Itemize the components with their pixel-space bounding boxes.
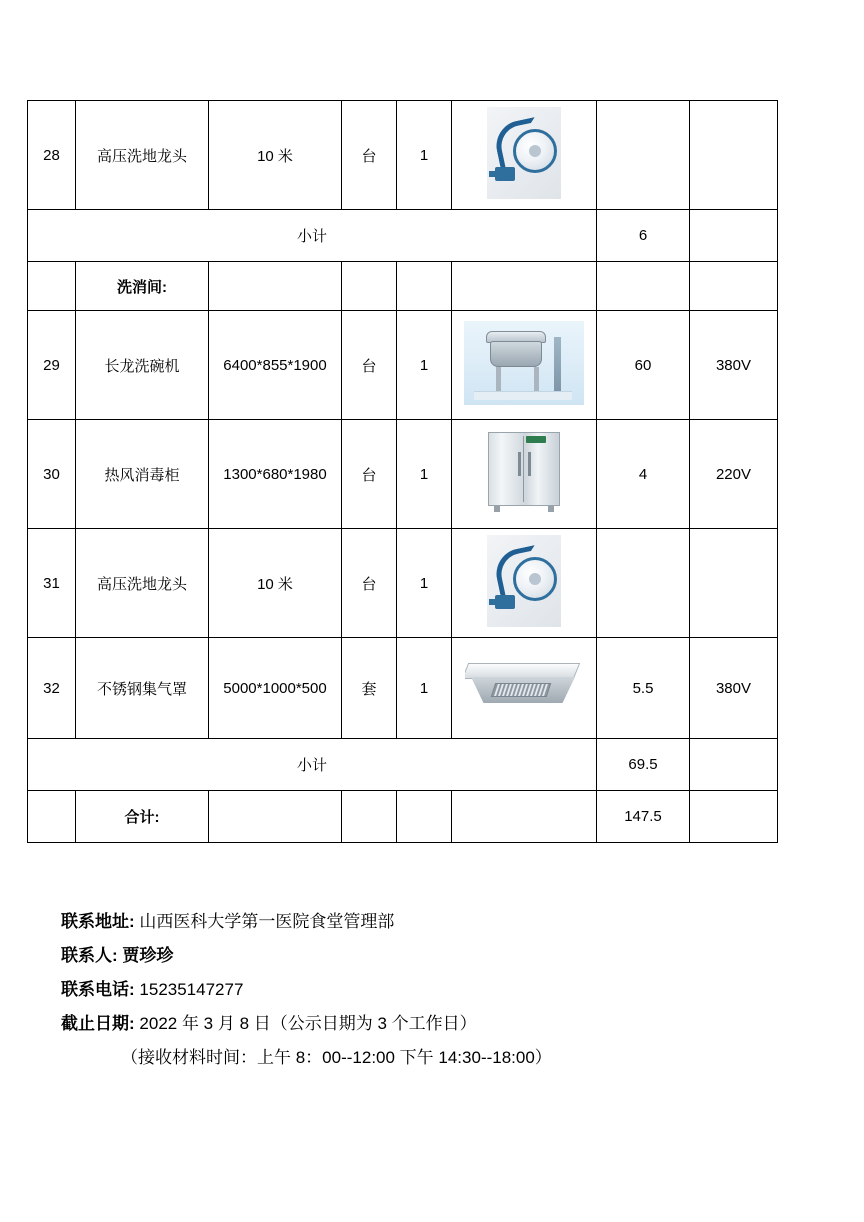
total-spec [209, 791, 342, 843]
total-voltage [690, 791, 778, 843]
cell-qty: 1 [397, 638, 452, 739]
section-spec [209, 262, 342, 311]
cell-image [452, 420, 597, 529]
cell-unit: 套 [342, 638, 397, 739]
contact-person-value: 贾珍珍 [122, 946, 174, 965]
cell-voltage [690, 101, 778, 210]
cell-qty: 1 [397, 101, 452, 210]
section-no [28, 262, 76, 311]
cell-unit: 台 [342, 529, 397, 638]
table-row-section [28, 262, 778, 311]
contact-receive-time-value: （接收材料时间：上午 8：00--12:00 下午 14:30--18:00） [121, 1048, 552, 1067]
total-qty [397, 791, 452, 843]
contact-person-label: 联系人: [61, 946, 118, 965]
hose-reel-icon [487, 535, 561, 627]
subtotal-label: 小计 [28, 739, 597, 791]
section-unit [342, 262, 397, 311]
cell-no: 29 [28, 311, 76, 420]
cell-qty: 1 [397, 420, 452, 529]
subtotal-voltage [690, 739, 778, 791]
cell-power: 60 [597, 311, 690, 420]
contact-address-value: 山西医科大学第一医院食堂管理部 [139, 912, 395, 931]
subtotal-label: 小计 [28, 210, 597, 262]
cell-no: 31 [28, 529, 76, 638]
contact-receive-time-line [27, 1041, 827, 1075]
contact-phone-label: 联系电话: [61, 980, 135, 999]
table-row [28, 101, 778, 210]
cell-power [597, 529, 690, 638]
subtotal-power: 69.5 [597, 739, 690, 791]
cell-power [597, 101, 690, 210]
cell-image [452, 311, 597, 420]
cell-name: 长龙洗碗机 [76, 311, 209, 420]
dishwasher-icon [464, 321, 584, 405]
cell-unit: 台 [342, 311, 397, 420]
table-row-subtotal [28, 739, 778, 791]
subtotal-voltage [690, 210, 778, 262]
contact-block [27, 905, 827, 1075]
section-qty [397, 262, 452, 311]
cell-spec: 5000*1000*500 [209, 638, 342, 739]
table-row [28, 420, 778, 529]
cell-voltage: 380V [690, 638, 778, 739]
cell-no: 28 [28, 101, 76, 210]
contact-phone-line [27, 973, 827, 1007]
cell-spec: 10 米 [209, 529, 342, 638]
cell-image [452, 101, 597, 210]
cell-power: 5.5 [597, 638, 690, 739]
table-row-subtotal [28, 210, 778, 262]
table-row [28, 311, 778, 420]
total-no [28, 791, 76, 843]
cell-no: 32 [28, 638, 76, 739]
table-row [28, 638, 778, 739]
contact-address-label: 联系地址: [61, 912, 135, 931]
table-row-total [28, 791, 778, 843]
cell-image [452, 638, 597, 739]
cell-no: 30 [28, 420, 76, 529]
equipment-table [27, 100, 778, 843]
subtotal-power: 6 [597, 210, 690, 262]
cell-image [452, 529, 597, 638]
contact-deadline-value: 2022 年 3 月 8 日（公示日期为 3 个工作日） [139, 1014, 477, 1033]
cell-qty: 1 [397, 529, 452, 638]
section-label: 洗消间: [76, 262, 209, 311]
total-unit [342, 791, 397, 843]
section-image [452, 262, 597, 311]
cell-power: 4 [597, 420, 690, 529]
section-power [597, 262, 690, 311]
exhaust-hood-icon [465, 657, 583, 715]
total-image [452, 791, 597, 843]
cell-spec: 10 米 [209, 101, 342, 210]
total-label: 合计: [76, 791, 209, 843]
cell-voltage [690, 529, 778, 638]
disinfection-cabinet-icon [478, 426, 570, 518]
table-row [28, 529, 778, 638]
cell-name: 不锈钢集气罩 [76, 638, 209, 739]
cell-qty: 1 [397, 311, 452, 420]
hose-reel-icon [487, 107, 561, 199]
cell-name: 高压洗地龙头 [76, 529, 209, 638]
total-power: 147.5 [597, 791, 690, 843]
section-voltage [690, 262, 778, 311]
contact-deadline-line [27, 1007, 827, 1041]
contact-person-line [27, 939, 827, 973]
cell-name: 热风消毒柜 [76, 420, 209, 529]
cell-voltage: 220V [690, 420, 778, 529]
cell-name: 高压洗地龙头 [76, 101, 209, 210]
cell-unit: 台 [342, 101, 397, 210]
cell-spec: 1300*680*1980 [209, 420, 342, 529]
cell-spec: 6400*855*1900 [209, 311, 342, 420]
contact-address-line [27, 905, 827, 939]
cell-unit: 台 [342, 420, 397, 529]
cell-voltage: 380V [690, 311, 778, 420]
contact-phone-value: 15235147277 [139, 980, 244, 999]
contact-deadline-label: 截止日期: [61, 1014, 135, 1033]
